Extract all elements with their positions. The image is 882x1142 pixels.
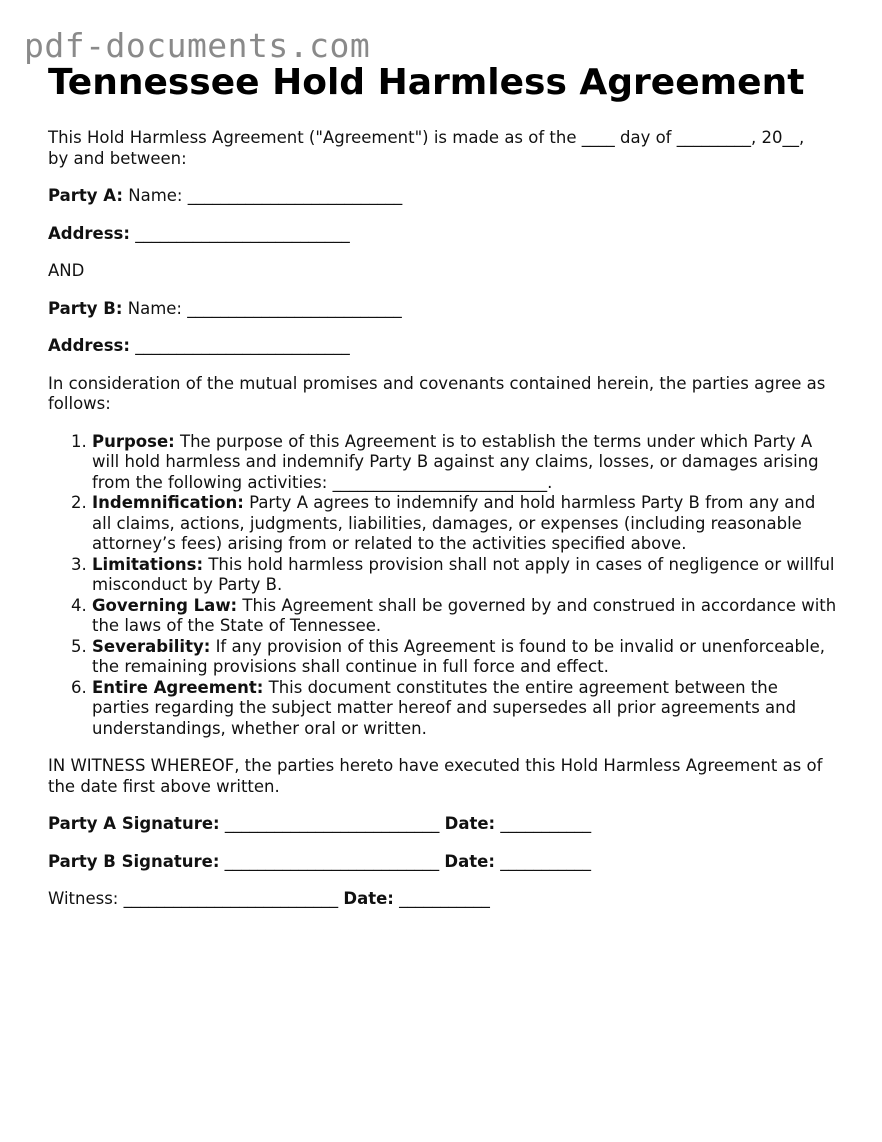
party-a-address-label: Address: (48, 223, 130, 243)
party-a-date-label: Date: (444, 814, 496, 833)
party-a-signature-field: __________________________ (224, 814, 440, 833)
party-b-signature-field: __________________________ (224, 851, 440, 871)
clause-governing-law (92, 596, 839, 637)
party-a-name-row (48, 186, 848, 207)
party-b-signature-label: Party B Signature: (48, 851, 220, 871)
clause-text: Party A agrees to indemnify and hold harmless Party B from any and all claims, actions, judgments, liabilities, damages, or expenses (including reasonable attorney’s fees) arising from or related to the activities specified above. (92, 493, 816, 553)
clause-text: This Agreement shall be governed by and construed in accordance with the laws of the State of Tennessee. (92, 595, 837, 635)
clause-heading: Indemnification: (92, 493, 244, 512)
party-a-address-row (48, 224, 848, 245)
clause-text: If any provision of this Agreement is found to be invalid or unenforceable, the remaining provisions shall continue in full force and effect. (92, 636, 825, 676)
consideration-paragraph: In consideration of the mutual promises and covenants contained herein, the parties agree as follows: (48, 373, 826, 413)
party-b-address-label: Address: (48, 336, 130, 355)
intro-paragraph: This Hold Harmless Agreement ("Agreement") is made as of the ____ day of _________, 20__, by and between: (48, 128, 805, 168)
witness-date-label: Date: (343, 889, 394, 908)
party-b-name-row (48, 299, 848, 320)
party-b-address-field: __________________________ (135, 336, 350, 355)
party-a-name-field: Name: __________________________ (128, 186, 403, 205)
party-b-label: Party B: (48, 298, 123, 318)
party-a-date-field: ___________ (500, 814, 592, 833)
clause-list (48, 432, 839, 740)
clause-severability (92, 637, 839, 678)
page-title: Tennessee Hold Harmless Agreement (48, 62, 805, 103)
clause-entire-agreement (92, 678, 839, 740)
clause-heading: Governing Law: (92, 595, 238, 615)
witness-label: Witness: (48, 889, 119, 908)
party-b-signature-row (48, 852, 848, 873)
witness-signature-row (48, 889, 848, 910)
clause-purpose (92, 432, 839, 494)
party-a-signature-row (48, 814, 848, 835)
party-a-signature-label: Party A Signature: (48, 814, 220, 833)
clause-heading: Limitations: (92, 554, 204, 574)
clause-text: This document constitutes the entire agreement between the parties regarding the subject matter hereof and supersedes all prior agreements and understandings, whether oral or written. (92, 677, 797, 738)
clause-indemnification (92, 493, 839, 555)
party-a-address-field: __________________________ (135, 223, 350, 243)
party-a-label: Party A: (48, 186, 123, 205)
witness-clause: IN WITNESS WHEREOF, the parties hereto have executed this Hold Harmless Agreement as of the date first above written. (48, 756, 823, 796)
clause-text: The purpose of this Agreement is to establish the terms under which Party A will hold harmless and indemnify Party B against any claims, losses, or damages arising from the following activities: __________________________. (92, 431, 819, 492)
party-b-date-label: Date: (444, 851, 495, 871)
party-b-date-field: ___________ (500, 851, 591, 871)
watermark: pdf-documents.com (24, 26, 371, 65)
document-page (48, 60, 848, 910)
clause-heading: Entire Agreement: (92, 677, 264, 697)
clause-heading: Purpose: (92, 431, 175, 451)
witness-signature-field: __________________________ (123, 889, 339, 908)
clause-text: This hold harmless provision shall not apply in cases of negligence or willful misconduct by Party B. (92, 554, 835, 594)
party-b-name-field: Name: __________________________ (127, 298, 402, 318)
clause-heading: Severability: (92, 636, 211, 656)
and-separator: AND (48, 261, 85, 280)
party-b-address-row (48, 336, 848, 357)
clause-limitations (92, 555, 839, 596)
witness-date-field: ___________ (399, 889, 490, 908)
